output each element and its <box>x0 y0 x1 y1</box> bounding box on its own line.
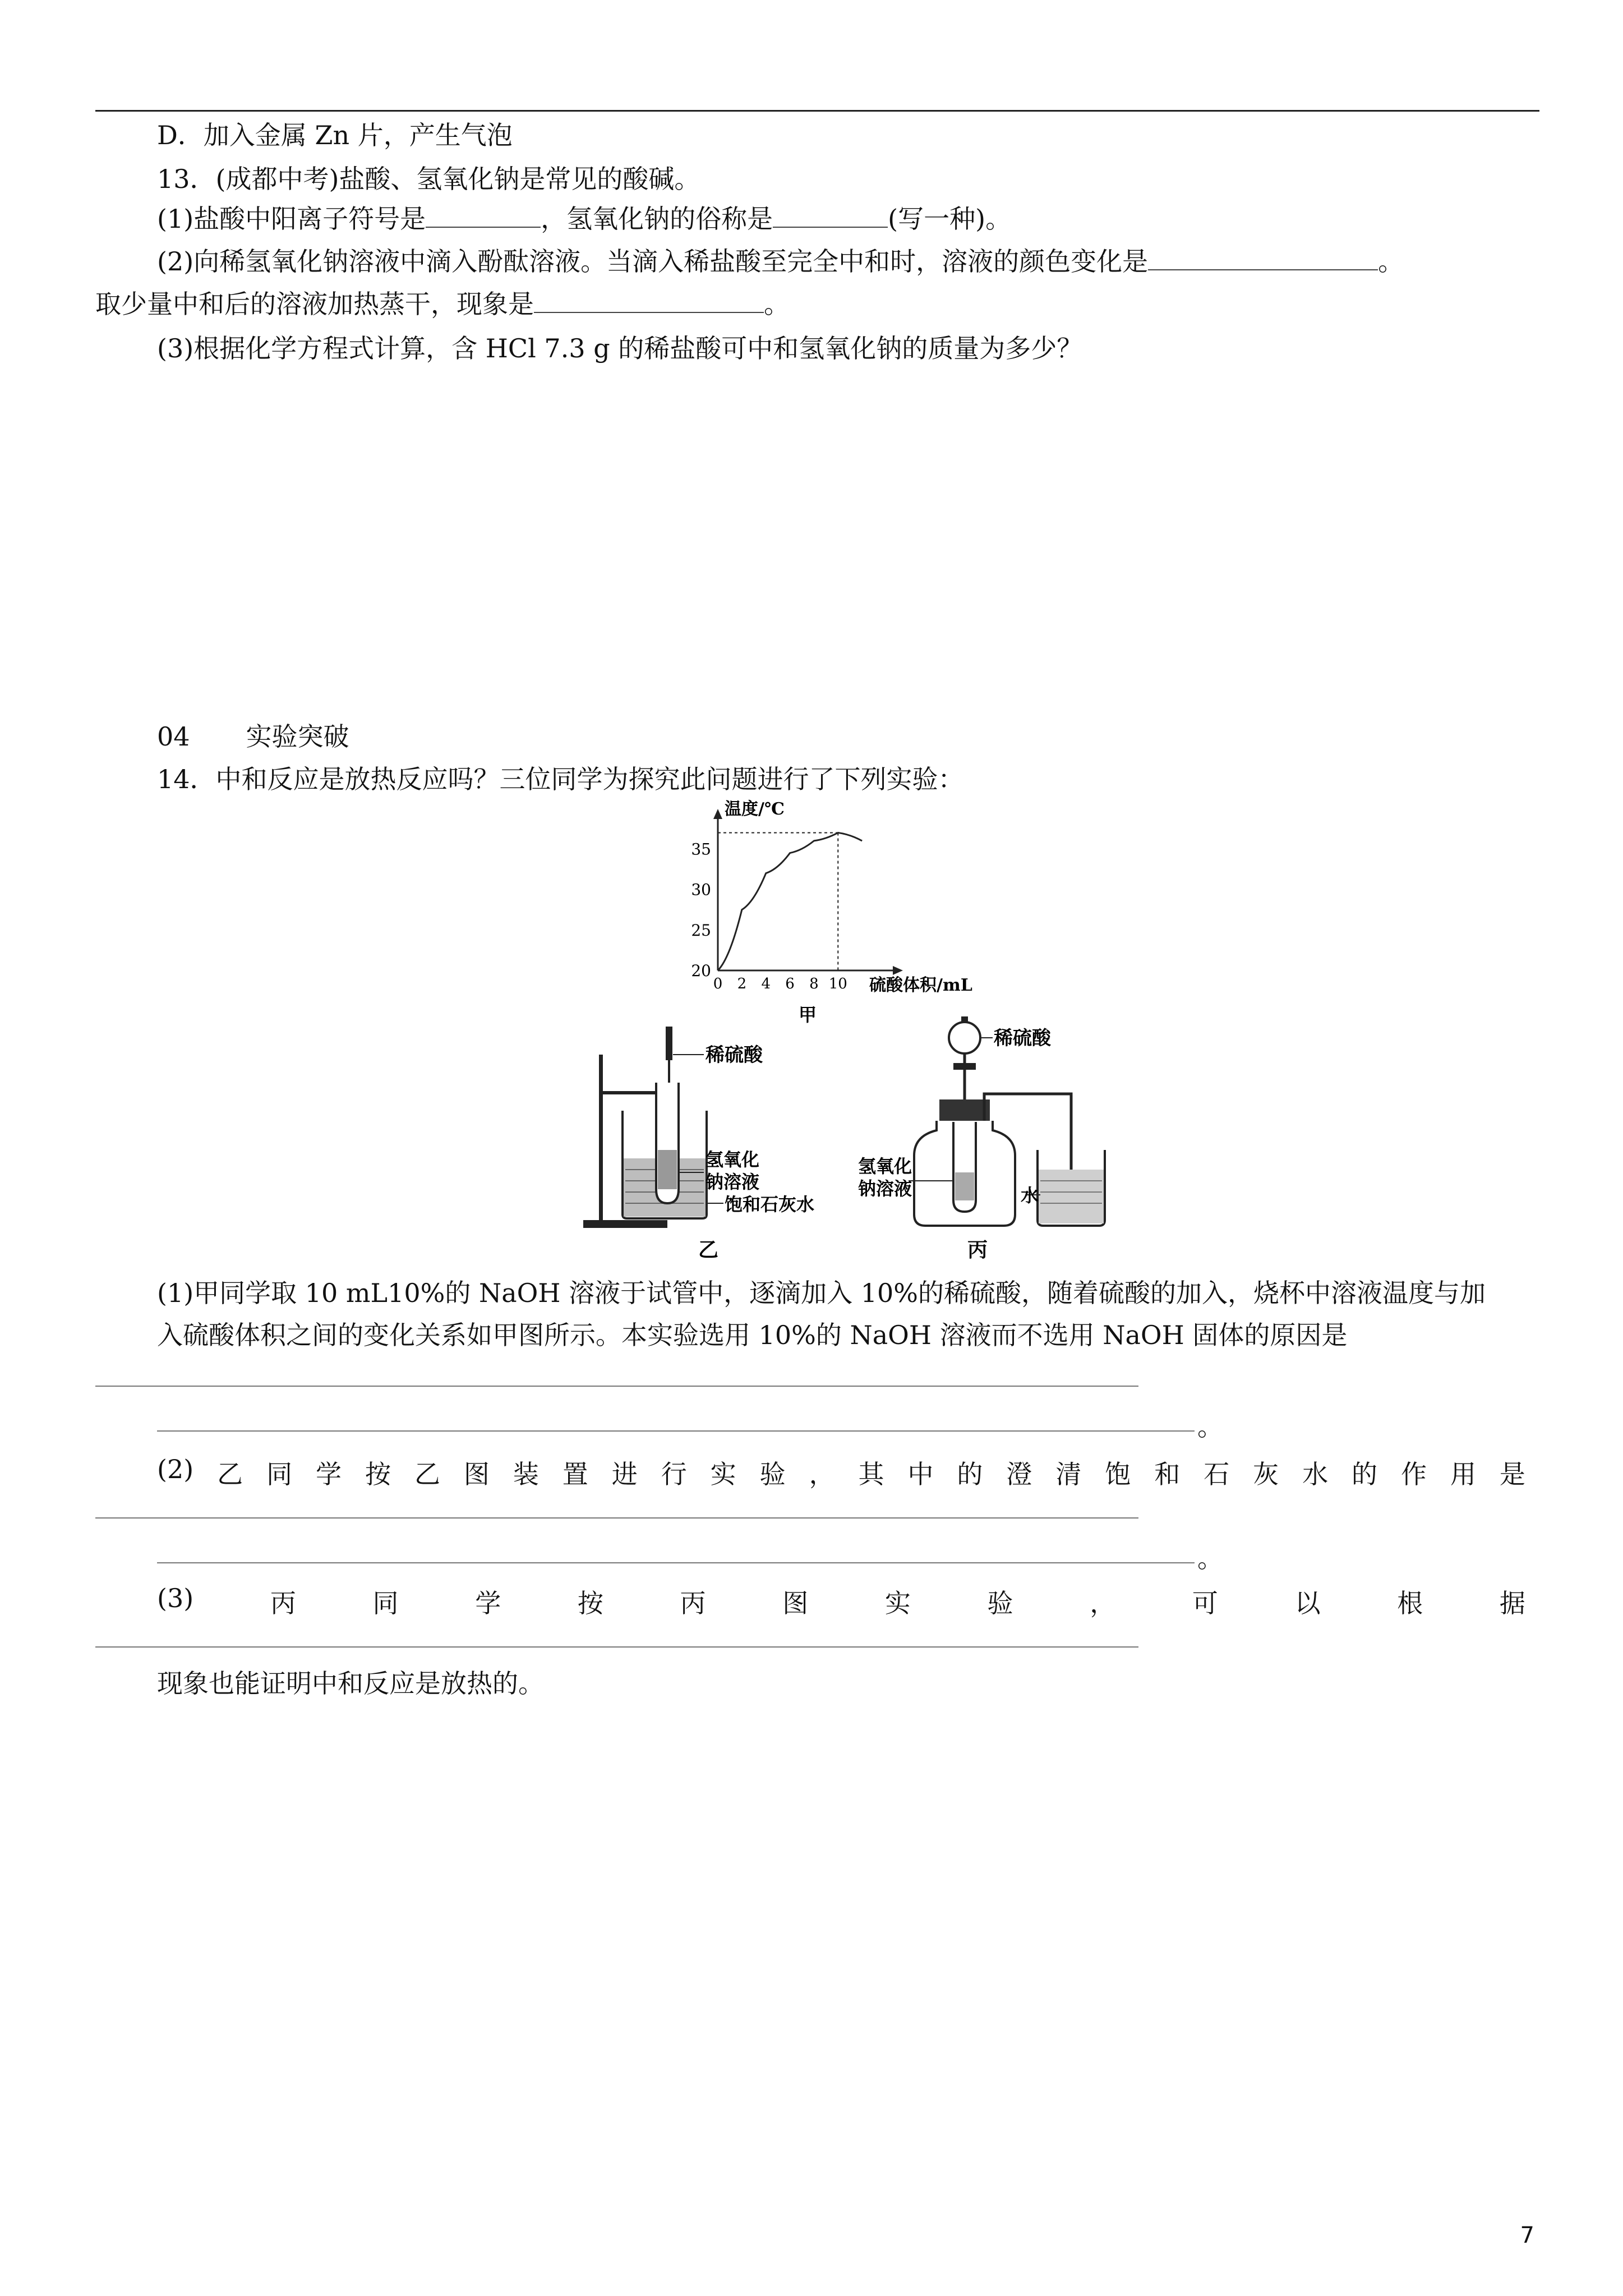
q14-part2-word: 置 <box>562 1459 588 1489</box>
q14-part2-word: ， <box>809 1459 835 1489</box>
q14-part3-word: (3) <box>157 1583 194 1613</box>
figure-yi-apparatus <box>578 1010 847 1262</box>
q13-blank-color-change[interactable] <box>1148 247 1378 270</box>
label-water: 水 <box>1021 1185 1039 1206</box>
q14-part2-word: 和 <box>1154 1459 1181 1489</box>
q14-part1-line1: (1)甲同学取 10 mL10%的 NaOH 溶液于试管中，逐滴加入 10%的稀硫酸，随着硫酸的加入，烧杯中溶液温度与加 <box>157 1278 1486 1308</box>
y-axis-arrow <box>713 809 722 819</box>
q14-part2-word: 进 <box>611 1459 638 1489</box>
q13-part2 <box>157 246 1404 277</box>
q14-part3-word: 根 <box>1397 1588 1423 1618</box>
x-tick-label: 2 <box>737 976 747 992</box>
x-tick-label: 8 <box>809 976 819 992</box>
caption-bing: 丙 <box>967 1238 988 1262</box>
page-number: 7 <box>1520 2223 1534 2248</box>
q13-blank-phenomenon[interactable] <box>534 289 764 313</box>
x-tick-label: 4 <box>761 976 771 992</box>
q14-part2-word: 按 <box>365 1459 391 1489</box>
q14-part2-word: 装 <box>513 1459 539 1489</box>
q14-part2-word: 的 <box>957 1459 983 1489</box>
q14-part2-word: 学 <box>316 1459 342 1489</box>
q14-answer-line-1b[interactable] <box>157 1430 1195 1432</box>
q14-part2-word: (2) <box>157 1454 194 1484</box>
label-acid-bing: 稀硫酸 <box>994 1027 1051 1050</box>
q14-part2-word: 用 <box>1450 1459 1476 1489</box>
q14-part3-end: 现象也能证明中和反应是放热的。 <box>157 1668 544 1699</box>
q14-part2-word: 实 <box>710 1459 736 1489</box>
q14-part3-word: 以 <box>1294 1588 1321 1618</box>
q14-part2-word: 是 <box>1499 1459 1525 1489</box>
label-naoh-line1: 氢氧化 <box>706 1149 760 1170</box>
figure-jia-chart <box>662 797 972 1025</box>
q14-part3-word: 同 <box>372 1588 399 1618</box>
dropper-bulb <box>666 1027 672 1060</box>
y-tick-label: 20 <box>691 961 711 980</box>
caption-yi: 乙 <box>698 1238 719 1262</box>
q14-part3-word: 据 <box>1499 1588 1525 1618</box>
q13-part2-cont <box>95 289 790 317</box>
q14-part2-word: 清 <box>1055 1459 1082 1489</box>
y-tick-label: 25 <box>691 921 711 940</box>
q14-part2-word: 石 <box>1204 1459 1230 1489</box>
q13-part2-text-a: (2)向稀氢氧化钠溶液中滴入酚酞溶液。当滴入稀盐酸至完全中和时，溶液的颜色变化是 <box>157 246 1149 277</box>
q14-part2-word: 灰 <box>1253 1459 1279 1489</box>
chart-caption: 甲 <box>798 1004 817 1025</box>
q14-part2-word: 中 <box>907 1459 934 1489</box>
q14-part2-word: 作 <box>1401 1459 1427 1489</box>
q14-part3-word: 实 <box>884 1588 911 1618</box>
q14-part3-word: 丙 <box>680 1588 706 1618</box>
header-rule <box>95 110 1539 112</box>
q14-part2-word: 同 <box>266 1459 293 1489</box>
q14-part3-word: 丙 <box>270 1588 296 1618</box>
q13-blank-common-name[interactable] <box>773 204 888 228</box>
q14-period-2: 。 <box>1197 1543 1223 1573</box>
q14-part2-word: 行 <box>661 1459 687 1489</box>
funnel-bulb <box>949 1022 980 1053</box>
label-naoh-line2: 钠溶液 <box>706 1171 760 1193</box>
x-axis-arrow <box>893 966 903 975</box>
x-tick-label: 0 <box>713 976 723 992</box>
q14-part2 <box>157 1454 1525 1491</box>
q14-part2-word: 的 <box>1352 1459 1378 1489</box>
section-title: 实验突破 <box>246 721 349 752</box>
q14-part3-word: 验 <box>987 1588 1013 1618</box>
q12-option-d: D．加入金属 Zn 片，产生气泡 <box>157 120 513 150</box>
q14-part2-word: 饱 <box>1105 1459 1131 1489</box>
x-axis-label: 硫酸体积/mL <box>869 976 972 995</box>
stopper <box>939 1099 990 1121</box>
q14-part3-word: 学 <box>475 1588 501 1618</box>
y-axis-label: 温度/℃ <box>725 799 785 819</box>
q14-part2-word: 水 <box>1302 1459 1329 1489</box>
q14-stem: 14．中和反应是放热反应吗？三位同学为探究此问题进行了下列实验： <box>157 764 964 794</box>
series-line <box>718 832 862 970</box>
q13-part3: (3)根据化学方程式计算，含 HCl 7.3 g 的稀盐酸可中和氢氧化钠的质量为多少？ <box>157 333 1083 364</box>
q14-answer-line-2a[interactable] <box>95 1517 1138 1519</box>
stopcock <box>953 1063 976 1070</box>
q13-stem: 13．(成都中考)盐酸、氢氧化钠是常见的酸碱。 <box>157 164 700 194</box>
q13-part2-period: 。 <box>1378 246 1404 277</box>
q14-answer-line-2b[interactable] <box>157 1562 1195 1563</box>
naoh-inner <box>955 1172 974 1200</box>
q14-part2-word: 验 <box>759 1459 786 1489</box>
label-limewater: 饱和石灰水 <box>725 1194 815 1215</box>
q14-part2-word: 图 <box>463 1459 490 1489</box>
q14-part2-word: 乙 <box>217 1459 243 1489</box>
q13-part1 <box>157 204 1011 232</box>
water-liquid <box>1039 1170 1104 1223</box>
q13-blank-cation[interactable] <box>426 204 541 228</box>
q14-part2-word: 乙 <box>414 1459 440 1489</box>
q14-part3 <box>157 1583 1525 1620</box>
q14-answer-line-1a[interactable] <box>95 1386 1138 1387</box>
stand-base <box>583 1220 667 1228</box>
q14-part3-word: 按 <box>577 1588 603 1618</box>
x-tick-label: 6 <box>785 976 795 992</box>
section-heading <box>157 721 349 752</box>
label-acid: 稀硫酸 <box>706 1044 763 1066</box>
q13-part1-text-c: (写一种)。 <box>888 204 1012 234</box>
label-naoh-bing-line2: 钠溶液 <box>858 1178 912 1199</box>
q14-part1-line2: 入硫酸体积之间的变化关系如甲图所示。本实验选用 10%的 NaOH 溶液而不选用 NaOH 固体的原因是 <box>157 1320 1348 1350</box>
label-naoh-bing-line1: 氢氧化 <box>858 1156 912 1177</box>
stand-rod <box>599 1055 603 1223</box>
y-tick-label: 35 <box>691 840 711 859</box>
q13-part2-period-2: 。 <box>764 289 790 319</box>
q14-answer-line-3[interactable] <box>95 1646 1138 1648</box>
q14-part3-word: 可 <box>1192 1588 1218 1618</box>
q13-part1-text-b: ，氢氧化钠的俗称是 <box>541 204 773 234</box>
q14-part2-word: 澄 <box>1006 1459 1032 1489</box>
x-tick-label: 10 <box>828 976 847 992</box>
q14-part3-word: ， <box>1090 1588 1116 1618</box>
section-number: 04 <box>157 721 190 752</box>
y-tick-label: 30 <box>691 880 711 899</box>
q14-period-1: 。 <box>1197 1411 1223 1442</box>
q14-part3-word: 图 <box>782 1588 809 1618</box>
figure-bing-apparatus <box>858 1010 1150 1262</box>
naoh-solution <box>658 1150 677 1189</box>
q13-part1-text-a: (1)盐酸中阳离子符号是 <box>157 204 426 234</box>
q13-part2-text-b: 取少量中和后的溶液加热蒸干，现象是 <box>95 289 534 319</box>
q14-part2-word: 其 <box>858 1459 884 1489</box>
